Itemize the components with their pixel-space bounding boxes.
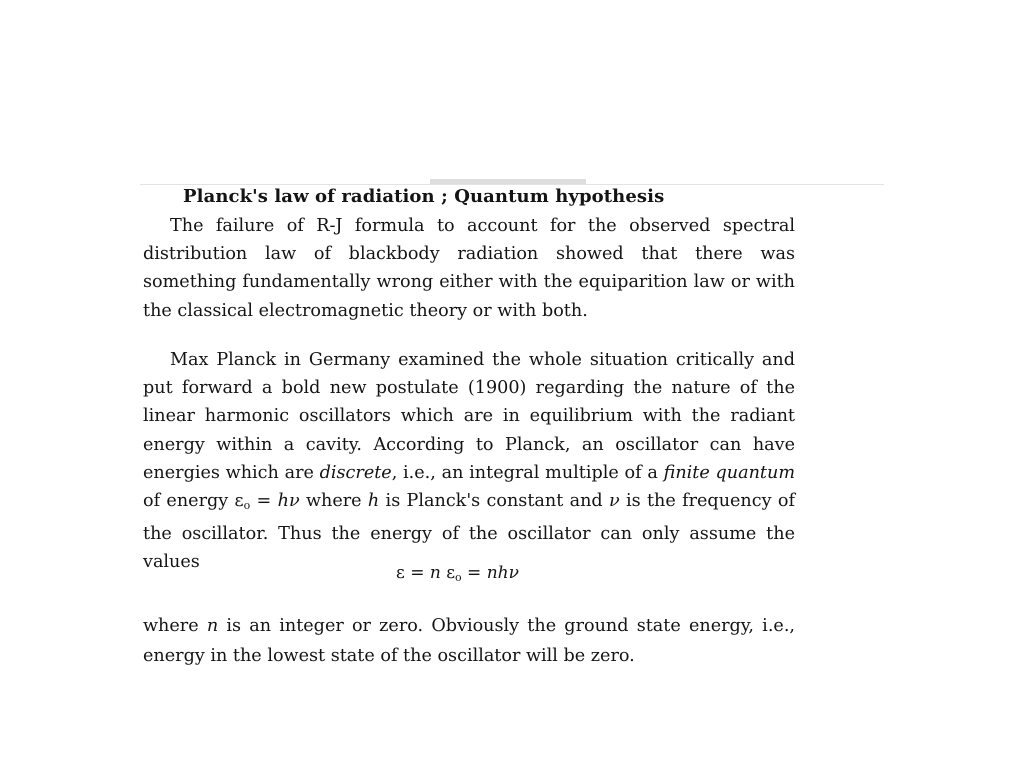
p2-text-4: where (299, 491, 368, 512)
eq-lhs: ε = (396, 563, 430, 583)
energy-equation (396, 561, 519, 590)
paragraph-planck-postulate (143, 346, 795, 577)
paragraph-ground-state (143, 611, 795, 671)
p3-text-2: is an integer or zero. Obviously the ground state energy, i.e., energy in the lowest state of the oscillator will be zero. (143, 616, 796, 666)
eq-eps: ε (440, 563, 456, 583)
p2-discrete: discrete (319, 462, 392, 483)
p2-text-1: Max Planck in Germany examined the whole situation critically and put forward a bold new postulate (1900) regarding the nature of the linear harmonic oscillators which are in equilibrium with the radiant energy within a cavity. According to Planck, an oscillator can have energies which are (143, 350, 795, 483)
eq-mid: = (461, 563, 487, 583)
p2-text-6: is the frequency of the oscillator. Thus the energy of the oscillator can only assume the values (143, 491, 795, 573)
eq-n: n (429, 563, 441, 583)
p2-hv: hν (277, 491, 300, 512)
p2-text-2: , i.e., an integral multiple of a (391, 462, 664, 483)
p2-equals: = (250, 491, 278, 512)
eq-sub: o (455, 571, 462, 584)
p2-text-3: of energy (143, 491, 235, 512)
p3-text-1: where (143, 616, 207, 636)
p2-epsilon: ε (234, 491, 244, 512)
p2-text-5: is Planck's constant and (379, 491, 609, 512)
p2-h: h (367, 491, 380, 512)
section-heading: Planck's law of radiation ; Quantum hypothesis (183, 186, 665, 207)
eq-rhs: nhν (486, 563, 519, 583)
p2-finite-quantum: finite quantum (663, 462, 796, 483)
p3-n: n (206, 616, 219, 636)
p2-nu: ν (608, 491, 620, 512)
p2-epsilon-sub: o (243, 499, 251, 513)
paragraph-rj-failure: The failure of R-J formula to account for the observed spectral distribution law of blackbody radiation showed that there was something fundamentally wrong either with the equiparition law or with the classical electromagnetic theory or with both. (143, 216, 795, 321)
